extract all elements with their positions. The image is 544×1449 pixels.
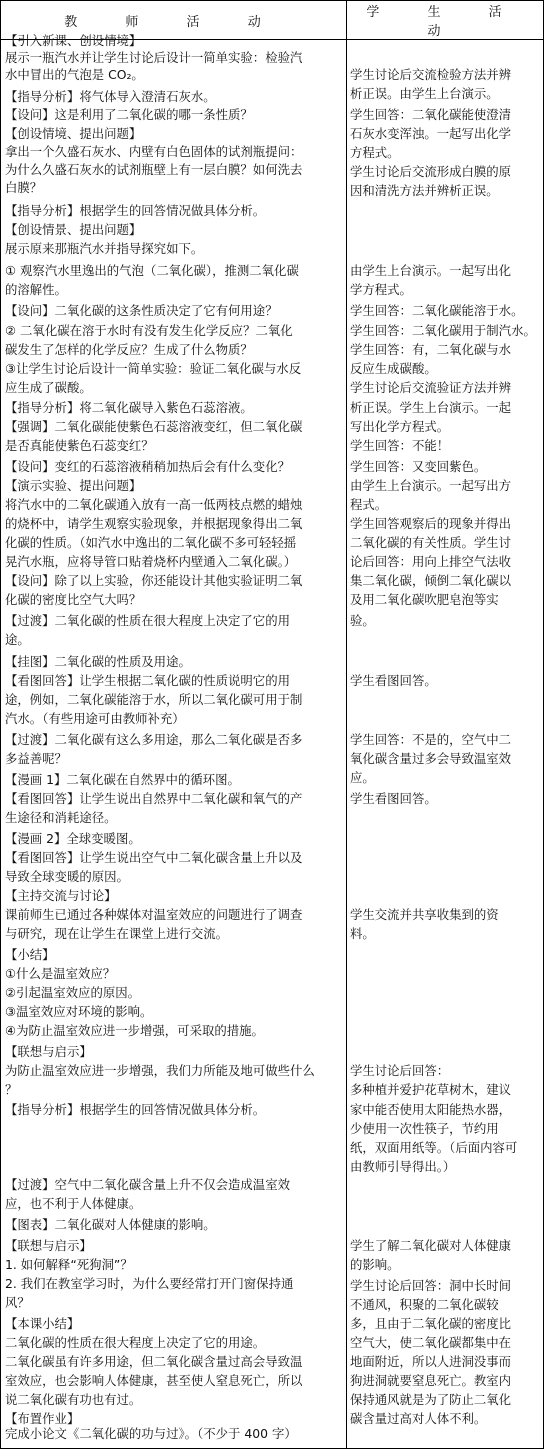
teacher-line: 水中冒出的气泡是 CO₂。 bbox=[5, 67, 144, 82]
student-line: 料。 bbox=[350, 926, 375, 941]
teacher-activity-header: 教 师 活 动 bbox=[1, 1, 347, 40]
teacher-line: 展示原来那瓶汽水并指导探究如下。 bbox=[5, 241, 204, 256]
teacher-line: 【过渡】二氧化碳的性质在很大程度上决定了它的用 bbox=[5, 613, 290, 628]
teacher-line: 【设问】二氧化碳的这条性质决定了它有何用途？ bbox=[5, 303, 278, 318]
student-line: 地面附近，所以人进洞没事而 bbox=[350, 1354, 512, 1369]
teacher-line: 与研究，现在让学生在课堂上进行交流。 bbox=[5, 926, 229, 941]
student-line: 少使用一次性筷子，节约用 bbox=[350, 1121, 499, 1136]
student-line: 学生看图回答。 bbox=[350, 791, 437, 806]
teacher-line: 完成小论文《二氧化碳的功与过》。（不少于 400 字） bbox=[5, 1426, 297, 1441]
teacher-line: ③让学生讨论后设计一简单实验：验证二氧化碳与水反 bbox=[5, 361, 302, 376]
teacher-line: 途。 bbox=[5, 632, 30, 647]
student-line: 多，且由于二氧化碳的密度比 bbox=[350, 1316, 512, 1331]
teacher-line: 【漫画 1】二氧化碳在自然界中的循环图。 bbox=[5, 772, 240, 787]
teacher-line: ② 二氧化碳在溶于水时有没有发生化学反应？二氧化 bbox=[5, 323, 293, 338]
student-line: 学生讨论后交流形成白膜的原 bbox=[350, 164, 512, 179]
teacher-line: 导致全球变暖的原因。 bbox=[5, 869, 129, 884]
teacher-line: 化碳的密度比空气大吗？ bbox=[5, 592, 142, 607]
teacher-line: 【主持交流与讨论】 bbox=[5, 888, 117, 903]
student-line: 析正误。学生上台演示。一起 bbox=[350, 400, 512, 415]
teacher-line: 多益善呢？ bbox=[5, 751, 67, 766]
student-line: 反应生成碳酸。 bbox=[350, 361, 437, 376]
student-line: 学生回答：有，二氧化碳与水 bbox=[350, 342, 512, 357]
teacher-line: 【演示实验、提出问题】 bbox=[5, 478, 142, 493]
teacher-line: 【设问】这是利用了二氧化碳的哪一条性质？ bbox=[5, 107, 253, 122]
teacher-line: 汽水。（有些用途可由教师补充） bbox=[5, 711, 185, 726]
teacher-line: ②引起温室效应的原因。 bbox=[5, 985, 141, 1000]
student-line: 学生回答：又变回紫色。 bbox=[350, 459, 487, 474]
student-line: 狗进洞就要窒息死亡。教室内 bbox=[350, 1373, 512, 1388]
student-line: 析正误。由学生上台演示。 bbox=[350, 86, 499, 101]
teacher-line: 碳发生了怎样的化学反应？生成了什么物质？ bbox=[5, 342, 253, 357]
teacher-line: 【设问】除了以上实验，你还能设计其他实验证明二氧 bbox=[5, 573, 303, 588]
teacher-line: 白膜？ bbox=[5, 180, 43, 195]
student-line: 学生了解二氧化碳对人体健康 bbox=[350, 1238, 512, 1253]
teacher-line: 【布置作业】 bbox=[5, 1411, 80, 1426]
teacher-line: 【图表】二氧化碳对人体健康的影响。 bbox=[5, 1217, 216, 1232]
teacher-line: 【过渡】二氧化碳有这么多用途，那么二氧化碳是否多 bbox=[5, 732, 303, 747]
student-line: 因和清洗方法并辨析正误。 bbox=[350, 183, 499, 198]
student-line: 由学生上台演示。一起写出化 bbox=[350, 263, 512, 278]
student-line: 验。 bbox=[350, 613, 375, 628]
teacher-line: 【指导分析】将二氧化碳导入紫色石蕊溶液。 bbox=[5, 400, 253, 415]
student-line: 二氧化碳的有关性质。学生讨 bbox=[350, 535, 512, 550]
teacher-line: 【本课小结】 bbox=[5, 1316, 80, 1331]
student-line: 不通风，积聚的二氧化碳较 bbox=[350, 1297, 499, 1312]
teacher-line: 是否真能使紫色石蕊变红？ bbox=[5, 438, 154, 453]
student-line: 纸，双面用纸等。（后面内容可 bbox=[350, 1140, 518, 1155]
student-line: 学生回答：不能！ bbox=[350, 438, 450, 453]
teacher-line: 室效应，也会影响人体健康，甚至使人窒息死亡，所以 bbox=[5, 1373, 303, 1388]
teacher-line: 【看图回答】让学生说出自然界中二氧化碳和氧气的产 bbox=[5, 791, 303, 806]
student-line: 方程式。 bbox=[350, 145, 400, 160]
student-line: 论后回答：用向上排空气法收 bbox=[350, 554, 512, 569]
teacher-line: 晃汽水瓶，应将导管口贴着烧杯内壁通入二氧化碳。） bbox=[5, 554, 297, 569]
student-line: 及用二氧化碳吹肥皂泡等实 bbox=[350, 592, 499, 607]
student-line: 学方程式。 bbox=[350, 282, 412, 297]
student-line: 学生讨论后回答：洞中长时间 bbox=[350, 1278, 512, 1293]
student-line: 由教师引导得出。） bbox=[350, 1159, 456, 1174]
student-activity-header: 学 生 活 动 bbox=[347, 1, 544, 40]
teacher-line: ① 观察汽水里逸出的气泡（二氧化碳），推测二氧化碳 bbox=[5, 263, 299, 278]
teacher-line: 【指导分析】将气体导入澄清石灰水。 bbox=[5, 89, 216, 104]
teacher-line: 生途径和消耗途径。 bbox=[5, 810, 117, 825]
student-line: 保持通风就是为了防止二氧化 bbox=[350, 1392, 512, 1407]
student-line: 多种植并爱护花草树木，建议 bbox=[350, 1082, 512, 1097]
student-line: 家中能否使用太阳能热水器， bbox=[350, 1102, 512, 1117]
student-line: 程式。 bbox=[350, 497, 388, 512]
teacher-line: 1. 如何解释“死狗洞”？ bbox=[5, 1257, 133, 1272]
teacher-line: 【小结】 bbox=[5, 947, 55, 962]
student-line: 集二氧化碳，倾倒二氧化碳以 bbox=[350, 573, 512, 588]
teacher-line: 说二氧化碳有功也有过。 bbox=[5, 1392, 142, 1407]
teacher-line: 为什么久盛石灰水的试剂瓶壁上有一层白膜？如何洗去 bbox=[5, 162, 303, 177]
teacher-line: 【看图回答】让学生说出空气中二氧化碳含量上升以及 bbox=[5, 850, 303, 865]
teacher-line: 【指导分析】根据学生的回答情况做具体分析。 bbox=[5, 1102, 266, 1117]
teacher-line: 【看图回答】让学生根据二氧化碳的性质说明它的用 bbox=[5, 673, 290, 688]
student-line: 学生回答：二氧化碳能使澄清 bbox=[350, 107, 512, 122]
teacher-line: 【过渡】空气中二氧化碳含量上升不仅会造成温室效 bbox=[5, 1177, 290, 1192]
teacher-line: 将汽水中的二氧化碳通入放有一高一低两枝点燃的蜡烛 bbox=[5, 497, 303, 512]
teacher-line: ？ bbox=[5, 1082, 18, 1097]
teacher-line: 二氧化碳的性质在很大程度上决定了它的用途。 bbox=[5, 1335, 266, 1350]
teacher-line: 课前师生已通过各种媒体对温室效应的问题进行了调查 bbox=[5, 907, 303, 922]
teacher-line: 拿出一个久盛石灰水、内壁有白色固体的试剂瓶提问： bbox=[5, 144, 303, 159]
student-line: 的影响。 bbox=[350, 1257, 400, 1272]
student-line: 学生看图回答。 bbox=[350, 673, 437, 688]
teacher-line: 【创设情境、提出问题】 bbox=[5, 126, 142, 141]
teacher-line: 途，例如，二氧化碳能溶于水，所以二氧化碳可用于制 bbox=[5, 692, 303, 707]
teacher-line: 【设问】变红的石蕊溶液稍稍加热后会有什么变化？ bbox=[5, 459, 290, 474]
student-line: 碳含量过高对人体不利。 bbox=[350, 1411, 487, 1426]
student-line: 学生讨论后交流验证方法并辨 bbox=[350, 380, 512, 395]
teacher-line: 【挂图】二氧化碳的性质及用途。 bbox=[5, 654, 191, 669]
teacher-line: 应，也不利于人体健康。 bbox=[5, 1196, 142, 1211]
student-line: 学生回答：二氧化碳用于制汽水。 bbox=[350, 323, 536, 338]
teacher-line: 【创设情景、提出问题】 bbox=[5, 222, 142, 237]
teacher-line: 化碳的性质。（如汽水中逸出的二氧化碳不多可轻轻摇 bbox=[5, 535, 297, 550]
teacher-line: ③温室效应对环境的影响。 bbox=[5, 1004, 153, 1019]
student-line: 石灰水变浑浊。一起写出化学 bbox=[350, 126, 512, 141]
student-line: 学生回答：二氧化碳能溶于水。 bbox=[350, 303, 524, 318]
teacher-line: 应生成了碳酸。 bbox=[5, 380, 92, 395]
student-line: 学生讨论后回答： bbox=[350, 1063, 450, 1078]
student-line: 氧化碳含量过多会导致温室效 bbox=[350, 751, 512, 766]
teacher-line: 【强调】二氧化碳能使紫色石蕊溶液变红，但二氧化碳 bbox=[5, 419, 303, 434]
teacher-line: 的溶解性。 bbox=[5, 282, 67, 297]
teacher-line: ④为防止温室效应进一步增强，可采取的措施。 bbox=[5, 1023, 264, 1038]
teacher-line: ①什么是温室效应？ bbox=[5, 966, 116, 981]
student-line: 写出化学方程式。 bbox=[350, 419, 450, 434]
teacher-line: 2. 我们在教室学习时，为什么要经常打开门窗保持通 bbox=[5, 1276, 294, 1291]
teacher-line: 【联想与启示】 bbox=[5, 1044, 92, 1059]
student-line: 空气大，使二氧化碳都集中在 bbox=[350, 1335, 512, 1350]
teacher-line: 风？ bbox=[5, 1295, 30, 1310]
teacher-line: 展示一瓶汽水并让学生讨论后设计一简单实验：检验汽 bbox=[5, 50, 303, 65]
teacher-line: 为防止温室效应进一步增强，我们力所能及地可做些什么 bbox=[5, 1063, 315, 1078]
student-line: 学生交流并共享收集到的资 bbox=[350, 907, 499, 922]
student-line: 由学生上台演示。一起写出方 bbox=[350, 478, 512, 493]
teacher-line: 二氧化碳虽有许多用途，但二氧化碳含量过高会导致温 bbox=[5, 1354, 303, 1369]
teacher-line: 【引入新课、创设情境】 bbox=[5, 33, 142, 48]
teacher-line: 【漫画 2】全球变暖图。 bbox=[5, 831, 141, 846]
student-line: 学生回答：不是的，空气中二 bbox=[350, 732, 512, 747]
student-line: 学生讨论后交流检验方法并辨 bbox=[350, 67, 512, 82]
teacher-line: 的烧杯中，请学生观察实验现象，并根据现象得出二氧 bbox=[5, 516, 303, 531]
student-line: 应。 bbox=[350, 770, 375, 785]
teacher-line: 【指导分析】根据学生的回答情况做具体分析。 bbox=[5, 203, 266, 218]
student-line: 学生回答观察后的现象并得出 bbox=[350, 516, 512, 531]
teacher-line: 【联想与启示】 bbox=[5, 1238, 92, 1253]
